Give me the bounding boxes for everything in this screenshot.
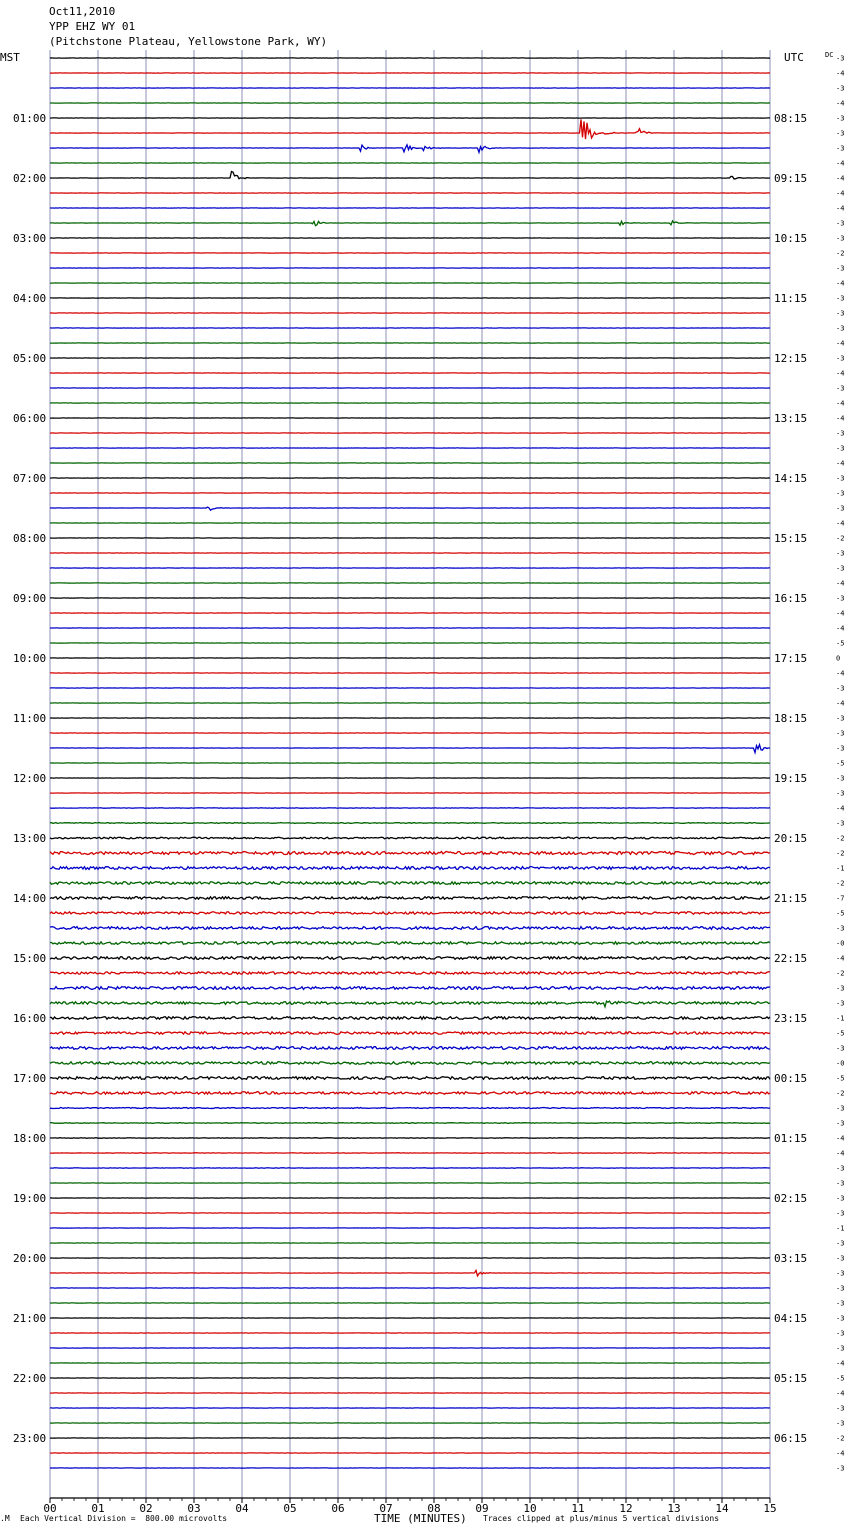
x-tick-label: 07 bbox=[379, 1502, 393, 1515]
dc-offset-label: -4 bbox=[836, 339, 845, 348]
dc-offset-label: -3 bbox=[836, 1044, 845, 1053]
hour-label-utc: 13:15 bbox=[774, 412, 808, 425]
dc-offset-label: -3 bbox=[836, 54, 845, 63]
dc-offset-label: -3 bbox=[836, 1299, 845, 1308]
dc-offset-label: -1 bbox=[836, 1014, 845, 1023]
hour-label-utc: 14:15 bbox=[774, 472, 808, 485]
dc-offset-label: -4 bbox=[836, 1449, 845, 1458]
x-tick-label: 08 bbox=[427, 1502, 441, 1515]
dc-offset-label: -4 bbox=[836, 189, 845, 198]
hour-label-utc: 04:15 bbox=[774, 1312, 808, 1325]
dc-offset-label: -3 bbox=[836, 504, 845, 513]
seismic-trace bbox=[50, 1062, 770, 1065]
hour-label-mst: 21:00 bbox=[13, 1312, 47, 1325]
dc-offset-label: -4 bbox=[836, 1149, 845, 1158]
dc-offset-label: -4 bbox=[836, 579, 845, 588]
dc-offset-label: -3 bbox=[836, 684, 845, 693]
dc-offset-label: -0 bbox=[836, 939, 845, 948]
hour-label-mst: 23:00 bbox=[13, 1432, 47, 1445]
x-tick-label: 14 bbox=[715, 1502, 729, 1515]
right-axis-title: UTC bbox=[784, 51, 804, 64]
x-tick-label: 01 bbox=[91, 1502, 105, 1515]
x-tick-label: 05 bbox=[283, 1502, 297, 1515]
dc-offset-label: -1 bbox=[836, 864, 845, 873]
hour-label-mst: 10:00 bbox=[13, 652, 47, 665]
dc-offset-label: -4 bbox=[836, 369, 845, 378]
dc-offset-label: -3 bbox=[836, 744, 845, 753]
x-tick-label: 13 bbox=[667, 1502, 681, 1515]
dc-offset-label: -4 bbox=[836, 609, 845, 618]
dc-offset-label: -3 bbox=[836, 234, 845, 243]
dc-offset-label: -4 bbox=[836, 669, 845, 678]
seismic-trace bbox=[50, 1001, 770, 1007]
left-axis-title: MST bbox=[0, 51, 20, 64]
x-axis-label: TIME (MINUTES) bbox=[374, 1512, 467, 1525]
dc-offset-label: -3 bbox=[836, 129, 845, 138]
dc-offset-label: -2 bbox=[836, 969, 845, 978]
seismic-trace bbox=[50, 1092, 770, 1094]
x-tick-label: 03 bbox=[187, 1502, 201, 1515]
trace-group bbox=[50, 58, 770, 1468]
dc-offset-label: -3 bbox=[836, 1404, 845, 1413]
seismic-trace bbox=[50, 119, 770, 139]
hour-label-mst: 03:00 bbox=[13, 232, 47, 245]
dc-offset-label: -3 bbox=[836, 564, 845, 573]
seismic-trace bbox=[50, 957, 770, 960]
x-tick-label: 00 bbox=[43, 1502, 57, 1515]
seismic-trace bbox=[50, 912, 770, 914]
dc-offset-label: -2 bbox=[836, 1089, 845, 1098]
hour-label-mst: 22:00 bbox=[13, 1372, 47, 1385]
scale-note: Each Vertical Division = 800.00 microvolts bbox=[20, 1514, 228, 1523]
hour-label-utc: 17:15 bbox=[774, 652, 808, 665]
dc-offset-label: -4 bbox=[836, 624, 845, 633]
hour-label-mst: 07:00 bbox=[13, 472, 47, 485]
hour-label-mst: 17:00 bbox=[13, 1072, 47, 1085]
clip-note: Traces clipped at plus/minus 5 vertical divisions bbox=[483, 1514, 720, 1523]
dc-offset-label: -2 bbox=[836, 879, 845, 888]
hour-label-utc: 19:15 bbox=[774, 772, 808, 785]
dc-offset-label: -4 bbox=[836, 159, 845, 168]
dc-offset-label: -3 bbox=[836, 354, 845, 363]
dc-offset-label: -4 bbox=[836, 174, 845, 183]
seismic-trace bbox=[50, 823, 770, 824]
seismic-trace bbox=[50, 1047, 770, 1050]
dc-offset-label: -4 bbox=[836, 804, 845, 813]
hour-label-mst: 11:00 bbox=[13, 712, 47, 725]
seismic-trace bbox=[50, 972, 770, 974]
seismic-trace bbox=[50, 745, 770, 753]
x-tick-label: 15 bbox=[763, 1502, 777, 1515]
chart-date: Oct11,2010 bbox=[49, 5, 116, 18]
seismic-trace bbox=[50, 1108, 770, 1109]
seismic-trace bbox=[50, 145, 770, 153]
dc-offset-label: -3 bbox=[836, 1269, 845, 1278]
dc-offset-label: -3 bbox=[836, 1194, 845, 1203]
minute-gridlines bbox=[50, 50, 770, 1498]
dc-offset-label: -3 bbox=[836, 1164, 845, 1173]
x-tick-label: 12 bbox=[619, 1502, 633, 1515]
dc-offset-label: -4 bbox=[836, 69, 845, 78]
seismic-trace bbox=[50, 987, 770, 990]
hour-label-mst: 12:00 bbox=[13, 772, 47, 785]
seismic-trace bbox=[50, 507, 770, 510]
dc-offset-label: -3 bbox=[836, 264, 845, 273]
dc-offset-label: -5 bbox=[836, 639, 845, 648]
dc-offset-label: -3 bbox=[836, 594, 845, 603]
dc-offset-label: 0 bbox=[836, 654, 841, 663]
dc-offset-label: -3 bbox=[836, 1284, 845, 1293]
hour-label-utc: 02:15 bbox=[774, 1192, 808, 1205]
dc-offset-label: -3 bbox=[836, 729, 845, 738]
dc-offset-label: -3 bbox=[836, 714, 845, 723]
hour-label-mst: 01:00 bbox=[13, 112, 47, 125]
seismic-trace bbox=[50, 172, 770, 179]
dc-offset-label: -3 bbox=[836, 219, 845, 228]
hour-label-utc: 12:15 bbox=[774, 352, 808, 365]
dc-offset-label: -3 bbox=[836, 819, 845, 828]
dc-offset-label: -4 bbox=[836, 954, 845, 963]
x-tick-label: 11 bbox=[571, 1502, 585, 1515]
hour-label-utc: 11:15 bbox=[774, 292, 808, 305]
dc-offset-label: -4 bbox=[836, 519, 845, 528]
dc-offset-label: -7 bbox=[836, 894, 845, 903]
hour-label-mst: 18:00 bbox=[13, 1132, 47, 1145]
x-tick-label: 06 bbox=[331, 1502, 345, 1515]
dc-offset-label: -3 bbox=[836, 84, 845, 93]
seismic-trace bbox=[50, 867, 770, 870]
seismic-trace bbox=[50, 1077, 770, 1080]
hour-label-utc: 16:15 bbox=[774, 592, 808, 605]
dc-offset-label: -3 bbox=[836, 549, 845, 558]
hour-label-mst: 05:00 bbox=[13, 352, 47, 365]
dc-offset-label: -3 bbox=[836, 774, 845, 783]
hour-label-mst: 15:00 bbox=[13, 952, 47, 965]
seismic-trace bbox=[50, 897, 770, 900]
dc-offset-label: -5 bbox=[836, 759, 845, 768]
dc-offset-label: -4 bbox=[836, 204, 845, 213]
seismic-trace bbox=[50, 1017, 770, 1020]
dc-offset-label: -3 bbox=[836, 309, 845, 318]
hour-label-utc: 00:15 bbox=[774, 1072, 808, 1085]
hour-label-utc: 22:15 bbox=[774, 952, 808, 965]
dc-offset-label: -4 bbox=[836, 1359, 845, 1368]
x-tick-label: 02 bbox=[139, 1502, 153, 1515]
dc-offset-label: -1 bbox=[836, 1224, 845, 1233]
dc-offset-label: -4 bbox=[836, 279, 845, 288]
station-code: YPP EHZ WY 01 bbox=[49, 20, 136, 33]
hour-label-utc: 09:15 bbox=[774, 172, 808, 185]
hour-label-mst: 16:00 bbox=[13, 1012, 47, 1025]
dc-offset-label: -3 bbox=[836, 789, 845, 798]
dc-offset-label: -4 bbox=[836, 99, 845, 108]
hour-label-utc: 15:15 bbox=[774, 532, 808, 545]
hour-label-utc: 03:15 bbox=[774, 1252, 808, 1265]
hour-label-utc: 01:15 bbox=[774, 1132, 808, 1145]
x-tick-label: 04 bbox=[235, 1502, 249, 1515]
dc-offset-label: -5 bbox=[836, 909, 845, 918]
dc-offset-label: -3 bbox=[836, 1464, 845, 1473]
seismic-trace bbox=[50, 837, 770, 839]
hour-label-mst: 14:00 bbox=[13, 892, 47, 905]
seismic-trace bbox=[50, 1270, 770, 1276]
dc-offset-label: -3 bbox=[836, 1239, 845, 1248]
hour-label-mst: 09:00 bbox=[13, 592, 47, 605]
dc-offset-label: -4 bbox=[836, 414, 845, 423]
dc-offset-label: -3 bbox=[836, 384, 845, 393]
dc-offset-label: -3 bbox=[836, 1254, 845, 1263]
dc-offset-label: -3 bbox=[836, 114, 845, 123]
dc-offset-label: -3 bbox=[836, 1104, 845, 1113]
x-tick-label: 10 bbox=[523, 1502, 537, 1515]
hour-label-utc: 20:15 bbox=[774, 832, 808, 845]
hour-label-utc: 05:15 bbox=[774, 1372, 808, 1385]
hour-label-mst: 08:00 bbox=[13, 532, 47, 545]
hour-label-mst: 20:00 bbox=[13, 1252, 47, 1265]
dc-offset-label: -3 bbox=[836, 1419, 845, 1428]
dc-offset-label: -3 bbox=[836, 984, 845, 993]
dc-offset-label: -3 bbox=[836, 429, 845, 438]
dc-offset-label: -2 bbox=[836, 834, 845, 843]
hour-label-utc: 10:15 bbox=[774, 232, 808, 245]
dc-offset-label: -4 bbox=[836, 1134, 845, 1143]
seismic-trace bbox=[50, 927, 770, 930]
dc-offset-label: -3 bbox=[836, 1329, 845, 1338]
hour-label-mst: 04:00 bbox=[13, 292, 47, 305]
seismic-trace bbox=[50, 221, 770, 226]
dc-offset-label: -3 bbox=[836, 144, 845, 153]
dc-axis-title: DC bbox=[825, 51, 834, 59]
seismic-trace bbox=[50, 1032, 770, 1034]
dc-offset-label: -3 bbox=[836, 324, 845, 333]
dc-offset-label: -2 bbox=[836, 249, 845, 258]
hour-label-mst: 02:00 bbox=[13, 172, 47, 185]
dc-offset-label: -3 bbox=[836, 999, 845, 1008]
seismic-trace bbox=[50, 942, 770, 945]
x-tick-label: 09 bbox=[475, 1502, 489, 1515]
dc-offset-label: -3 bbox=[836, 924, 845, 933]
corner-mark: .M bbox=[0, 1514, 10, 1523]
dc-offset-label: -5 bbox=[836, 1029, 845, 1038]
station-location: (Pitchstone Plateau, Yellowstone Park, WY) bbox=[49, 35, 328, 48]
dc-offset-label: -3 bbox=[836, 1314, 845, 1323]
hour-label-mst: 06:00 bbox=[13, 412, 47, 425]
dc-offset-label: -3 bbox=[836, 1344, 845, 1353]
dc-offset-label: -3 bbox=[836, 1209, 845, 1218]
seismic-trace bbox=[50, 1123, 770, 1124]
dc-offset-label: -4 bbox=[836, 699, 845, 708]
hour-label-utc: 08:15 bbox=[774, 112, 808, 125]
dc-offset-label: -5 bbox=[836, 1074, 845, 1083]
dc-offset-label: -5 bbox=[836, 1374, 845, 1383]
hour-label-utc: 18:15 bbox=[774, 712, 808, 725]
dc-offset-label: -2 bbox=[836, 1434, 845, 1443]
dc-offset-label: -3 bbox=[836, 474, 845, 483]
seismic-trace bbox=[50, 852, 770, 855]
hour-label-mst: 13:00 bbox=[13, 832, 47, 845]
dc-offset-label: -3 bbox=[836, 1179, 845, 1188]
dc-offset-label: -4 bbox=[836, 459, 845, 468]
dc-offset-label: -3 bbox=[836, 489, 845, 498]
dc-offset-label: -2 bbox=[836, 534, 845, 543]
hour-label-utc: 23:15 bbox=[774, 1012, 808, 1025]
hour-label-mst: 19:00 bbox=[13, 1192, 47, 1205]
dc-offset-label: -3 bbox=[836, 444, 845, 453]
dc-offset-label: -3 bbox=[836, 294, 845, 303]
dc-offset-label: -0 bbox=[836, 1059, 845, 1068]
hour-label-utc: 06:15 bbox=[774, 1432, 808, 1445]
seismic-trace bbox=[50, 882, 770, 885]
hour-label-utc: 21:15 bbox=[774, 892, 808, 905]
dc-offset-label: -4 bbox=[836, 399, 845, 408]
dc-offset-label: -2 bbox=[836, 849, 845, 858]
dc-offset-label: -3 bbox=[836, 1119, 845, 1128]
dc-offset-label: -4 bbox=[836, 1389, 845, 1398]
